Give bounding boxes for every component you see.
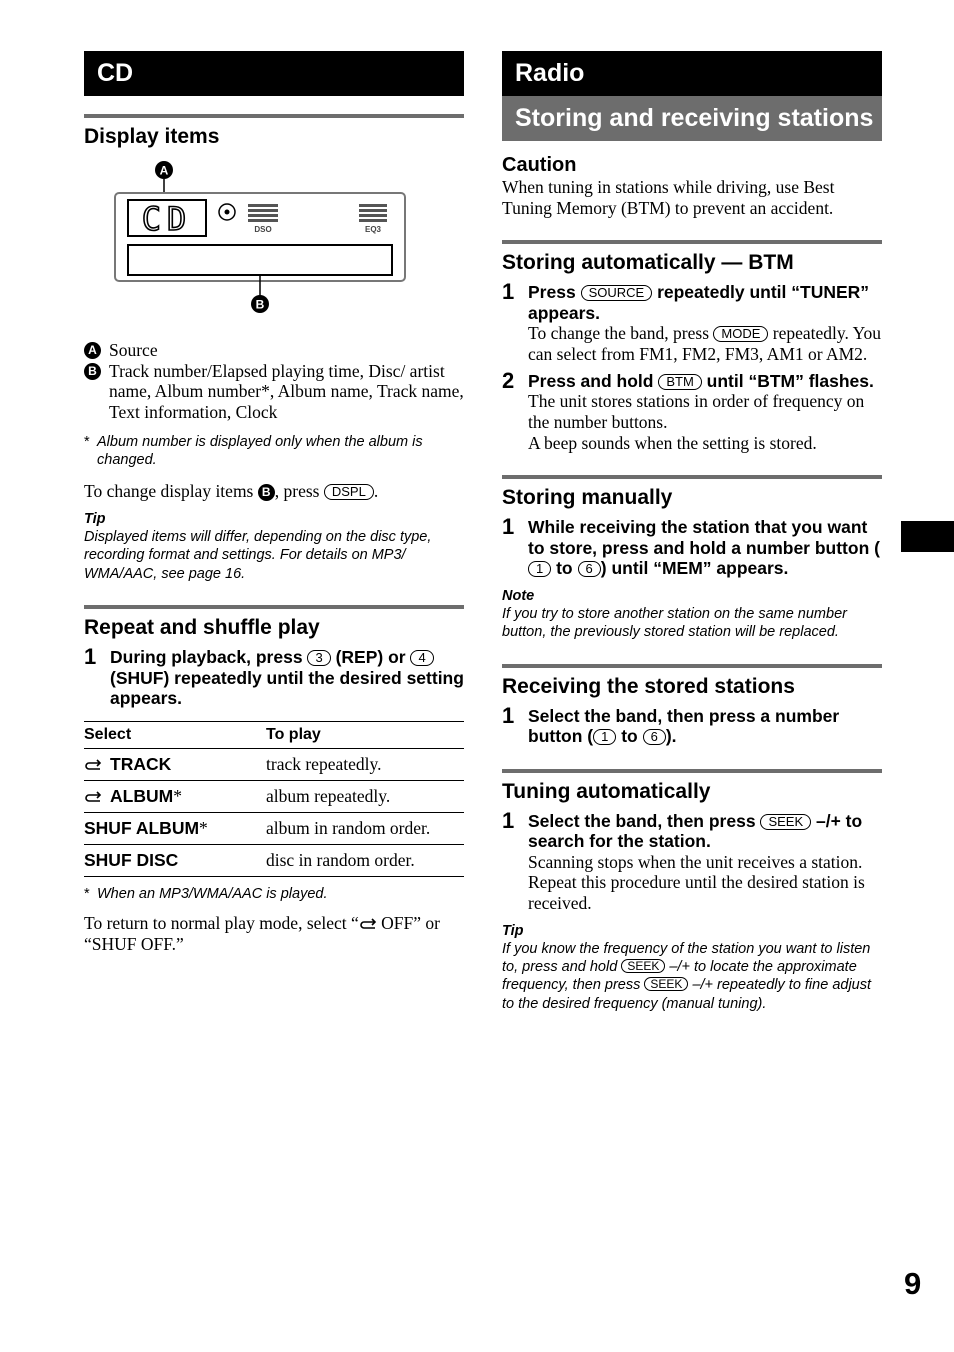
section-title-radio: Radio (502, 51, 882, 96)
btm-step-1: 1 Press SOURCE repeatedly until “TUNER” appears. To change the band, press MODE repeatedly. You can select from FM1, FM2, FM3, AM1 or AM2. (502, 279, 881, 365)
btm-key: BTM (658, 374, 701, 390)
manual-heading: Storing manually (502, 486, 673, 510)
right-column (502, 51, 882, 1013)
callout-a-label: A (159, 163, 169, 178)
tuning-section (502, 769, 882, 1013)
tuning-step-1: 1 Select the band, then press SEEK –/+ to search for the station. Scanning stops when the unit receives a station. Repeat this procedure until the desired station is received. (502, 807, 865, 913)
lcd-source-text: CD (141, 200, 193, 238)
tip-text: Displayed items will differ, depending on the disc type, recording format and settings. For details on MP3/ WMA/AAC, see page 16. (84, 529, 432, 582)
col-header-play: To play (266, 725, 321, 743)
receive-section (502, 664, 882, 747)
change-display-text: To change display items B , press DSPL . (84, 481, 379, 502)
btm-section (502, 240, 882, 453)
receive-heading: Receiving the stored stations (502, 674, 795, 698)
svg-text:DSO: DSO (254, 225, 272, 234)
caution-text: When tuning in stations while driving, use Best Tuning Memory (BTM) to prevent an accident. (502, 177, 835, 218)
table-row: SHUF DISC disc in random order. (84, 844, 464, 876)
key-3: 3 (307, 650, 330, 666)
display-items-heading: Display items (84, 125, 220, 148)
callout-a-icon: A (84, 342, 101, 359)
album-footnote (84, 433, 464, 470)
seek-key: SEEK (760, 814, 811, 830)
source-key: SOURCE (581, 285, 653, 301)
repeat-icon (84, 791, 102, 803)
key-4: 4 (410, 650, 433, 666)
callout-b-icon: B (258, 484, 275, 501)
item-b-text: Track number/Elapsed playing time, Disc/ artist name, Album number*, Album name, Track name, Text information, Clock (109, 360, 464, 423)
mode-key: MODE (713, 326, 768, 342)
key-1: 1 (528, 561, 551, 577)
display-tip (84, 510, 464, 583)
return-normal-text: To return to normal play mode, select “ OFF” or “SHUF OFF.” (84, 912, 440, 954)
page-number: 9 (904, 1266, 922, 1301)
repeat-icon (84, 759, 102, 771)
manual-step-1: 1 While receiving the station that you want to store, press and hold a number button (1 to 6 ) until “MEM” appears. (502, 514, 880, 579)
table-row: TRACK track repeatedly. (84, 748, 464, 780)
table-row: SHUF ALBUM* album in random order. (84, 812, 464, 844)
dspl-key: DSPL (324, 484, 374, 500)
repeat-footnote: * When an MP3/WMA/AAC is played. (84, 885, 328, 902)
manual-section (502, 475, 882, 641)
left-column (84, 51, 464, 954)
btm-step-2: 2 Press and hold BTM until “BTM” flashes. The unit stores stations in order of frequency on the number buttons. A beep sounds when the setting is stored. (502, 367, 874, 453)
receive-step-1: 1 Select the band, then press a number button ( 1 to 6 ). (502, 702, 840, 747)
caution-heading: Caution (502, 154, 577, 176)
key-6: 6 (643, 729, 666, 745)
table-row: ALBUM* album repeatedly. (84, 780, 464, 812)
caution-block (502, 153, 882, 218)
btm-heading: Storing automatically — BTM (502, 251, 794, 275)
tuning-heading: Tuning automatically (502, 779, 711, 803)
display-illustration (84, 150, 464, 330)
callout-b-label: B (255, 297, 265, 312)
repeat-icon (359, 918, 377, 930)
tuning-tip: Tip If you know the frequency of the station you want to listen to, press and hold SEEK –/+ to locate the approximate frequency, then press SEEK –/+ repeatedly to fine adjust to the desired frequency (manual tuning). (502, 922, 872, 1012)
display-diagram (84, 150, 464, 330)
display-items-section (84, 114, 464, 583)
section-title-cd: CD (84, 51, 464, 96)
repeat-step-1: 1 During playback, press 3 (REP) or 4 (SHUF) repeatedly until the desired setting appears. (84, 644, 464, 708)
repeat-table (84, 721, 464, 877)
section-subtitle: Storing and receiving stations (502, 96, 882, 141)
callout-b-icon: B (84, 363, 101, 380)
col-header-select: Select (84, 725, 132, 743)
footnote-star: * (84, 433, 90, 450)
repeat-section (84, 605, 464, 954)
key-1: 1 (593, 729, 616, 745)
svg-text:EQ3: EQ3 (364, 225, 382, 234)
item-a-text: Source (109, 340, 158, 360)
footnote-text: Album number is displayed only when the album is changed. (97, 433, 423, 469)
key-6: 6 (578, 561, 601, 577)
seek-key: SEEK (644, 977, 688, 991)
display-items-list (84, 340, 464, 423)
tip-heading: Tip (84, 511, 106, 528)
step-number: 1 (84, 644, 97, 669)
seek-key: SEEK (621, 959, 665, 973)
chapter-tab (901, 521, 954, 552)
manual-note: Note If you try to store another station on the same number button, the previously stored station will be replaced. (502, 587, 847, 641)
repeat-heading: Repeat and shuffle play (84, 616, 320, 639)
